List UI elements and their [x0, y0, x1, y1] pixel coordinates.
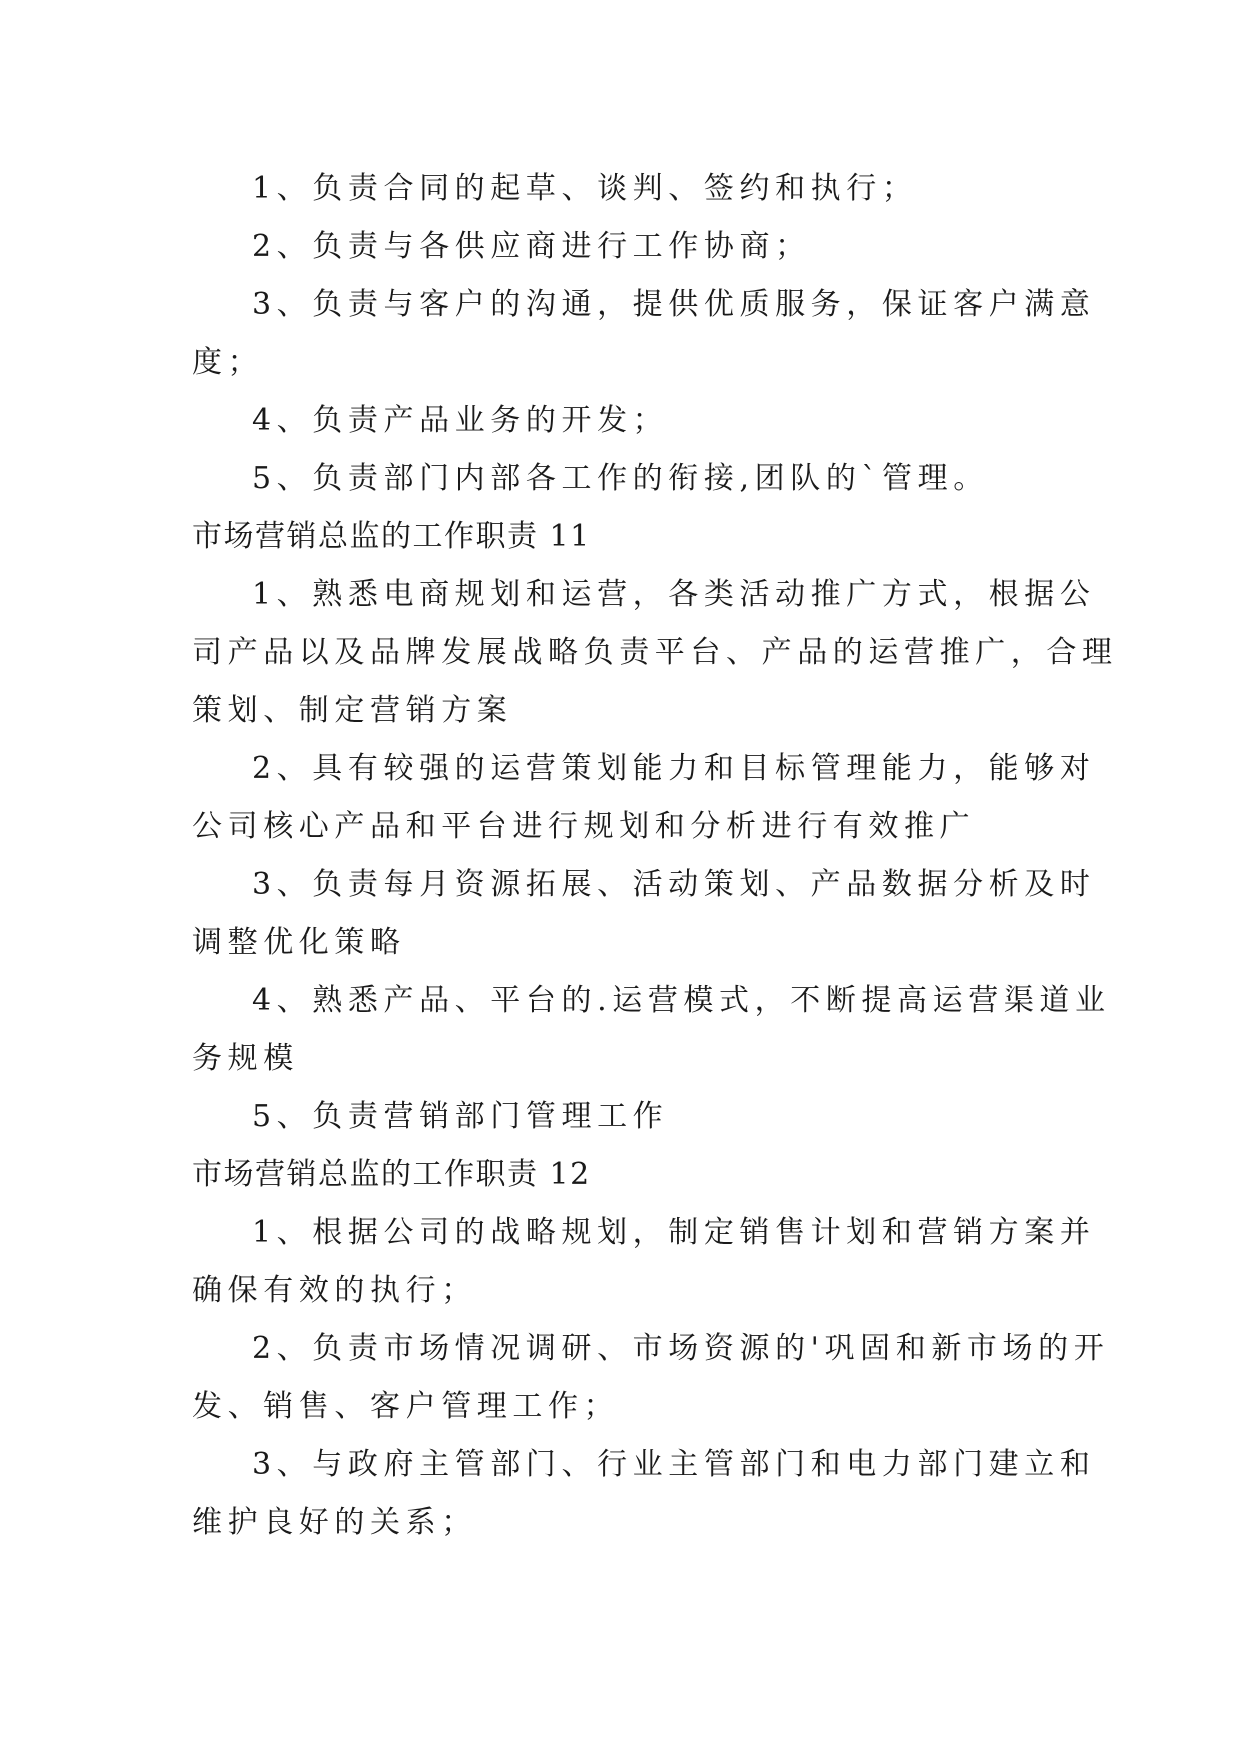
list-item-continuation: 公司核心产品和平台进行规划和分析进行有效推广	[192, 809, 976, 844]
list-item: 3、负责每月资源拓展、活动策划、产品数据分析及时	[252, 867, 1096, 902]
list-item: 1、根据公司的战略规划，制定销售计划和营销方案并	[252, 1215, 1096, 1250]
list-item: 1、熟悉电商规划和运营，各类活动推广方式，根据公	[252, 577, 1096, 612]
list-item-continuation: 确保有效的执行；	[192, 1273, 477, 1308]
list-item: 2、负责与各供应商进行工作协商；	[252, 229, 811, 264]
list-item: 2、具有较强的运营策划能力和目标管理能力，能够对	[252, 751, 1096, 786]
list-item-continuation: 度；	[192, 345, 264, 380]
section-heading: 市场营销总监的工作职责 11	[192, 519, 591, 554]
list-item-continuation: 策划、制定营销方案	[192, 693, 513, 728]
list-item: 5、负责营销部门管理工作	[252, 1099, 669, 1134]
list-item-continuation: 发、销售、客户管理工作；	[192, 1389, 620, 1424]
list-item: 5、负责部门内部各工作的衔接,团队的`管理。	[252, 461, 989, 496]
list-item-continuation: 调整优化策略	[192, 925, 406, 960]
document-page	[192, 160, 1118, 1552]
list-item: 3、负责与客户的沟通，提供优质服务，保证客户满意	[252, 287, 1096, 322]
list-item-continuation: 维护良好的关系；	[192, 1505, 477, 1540]
list-item-continuation: 务规模	[192, 1041, 299, 1076]
list-item: 4、负责产品业务的开发；	[252, 403, 669, 438]
list-item: 1、负责合同的起草、谈判、签约和执行；	[252, 171, 918, 206]
list-item: 2、负责市场情况调研、市场资源的'巩固和新市场的开	[252, 1331, 1110, 1366]
list-item-continuation: 司产品以及品牌发展战略负责平台、产品的运营推广，合理	[192, 635, 1118, 670]
section-heading: 市场营销总监的工作职责 12	[192, 1157, 591, 1192]
list-item: 3、与政府主管部门、行业主管部门和电力部门建立和	[252, 1447, 1096, 1482]
list-item: 4、熟悉产品、平台的.运营模式，不断提高运营渠道业	[252, 983, 1111, 1018]
